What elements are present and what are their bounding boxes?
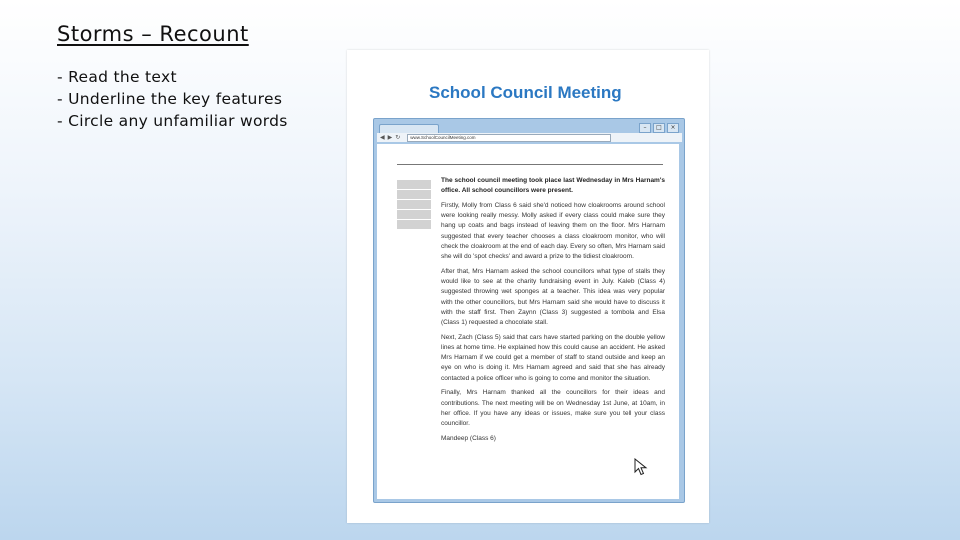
mouse-cursor-icon xyxy=(634,458,648,476)
back-arrow-icon: ◀ xyxy=(380,134,385,141)
article-paragraph: After that, Mrs Harnam asked the school councillors what type of stalls they would like to see at the charity fundraising event in July. Kaleb (Class 4) suggested throwing wet sponges at a teacher. This idea was very popular with the other councillors, but Mrs Harnam said she would have to discuss it with the staff first. Then Zaynn (Class 3) suggested a tombola and Elsa (Class 1) requested a chocolate stall. xyxy=(441,267,665,327)
browser-tab xyxy=(379,124,439,133)
header-rule xyxy=(397,164,663,165)
slide-title: Storms – Recount xyxy=(57,22,249,46)
instruction-item: - Read the text xyxy=(57,68,177,86)
refresh-icon: ↻ xyxy=(395,134,401,141)
sidebar-placeholder xyxy=(397,180,431,229)
minimize-icon: – xyxy=(639,123,651,133)
browser-content xyxy=(377,144,679,499)
forward-arrow-icon: ▶ xyxy=(387,134,393,141)
article-paragraph: Firstly, Molly from Class 6 said she'd noticed how cloakrooms around school were looking really messy. Molly asked if every class could make sure they hang up coats and bags instead of leaving them on the floor. Mrs Harnam suggested that every teacher chooses a class cloakroom monitor, who will check the cloakroom at the end of each day. Every so often, Mrs Harnam said she will do 'spot checks' and award a prize to the tidiest cloakroom. xyxy=(441,201,665,261)
browser-window xyxy=(373,118,685,503)
instruction-item: - Underline the key features xyxy=(57,90,283,108)
sidebar-placeholder-bar xyxy=(397,200,431,209)
sidebar-placeholder-bar xyxy=(397,180,431,189)
document-heading: School Council Meeting xyxy=(429,83,622,102)
sidebar-placeholder-bar xyxy=(397,210,431,219)
sidebar-placeholder-bar xyxy=(397,190,431,199)
instruction-item: - Circle any unfamiliar words xyxy=(57,112,288,130)
maximize-icon: □ xyxy=(653,123,665,133)
window-controls xyxy=(639,123,679,133)
article-paragraph: The school council meeting took place last Wednesday in Mrs Harnam's office. All school councillors were present. xyxy=(441,177,665,195)
browser-toolbar xyxy=(377,133,682,142)
instructions-list xyxy=(57,66,288,132)
article-paragraph: Next, Zach (Class 5) said that cars have started parking on the double yellow lines at home time. He explained how this could cause an accident. He asked Mrs Harnam if we could get a member of staff to stand outside and keep an eye on who is doing it. Mrs Harnam agreed and said that she has already contacted a police officer who is going to come and monitor the situation. xyxy=(441,333,665,382)
article-signoff: Mandeep (Class 6) xyxy=(441,434,496,442)
document-image xyxy=(347,50,709,523)
article-body xyxy=(441,176,665,448)
url-bar: www.SchoolCouncilMeeting.com xyxy=(407,134,611,142)
article-paragraph: Finally, Mrs Harnam thanked all the councillors for their ideas and contributions. The next meeting will be on Wednesday 1st June, at 10am, in her office. If you have any ideas or issues, make sure you tell your class councillor. xyxy=(441,389,665,428)
close-icon: × xyxy=(667,123,679,133)
sidebar-placeholder-bar xyxy=(397,220,431,229)
